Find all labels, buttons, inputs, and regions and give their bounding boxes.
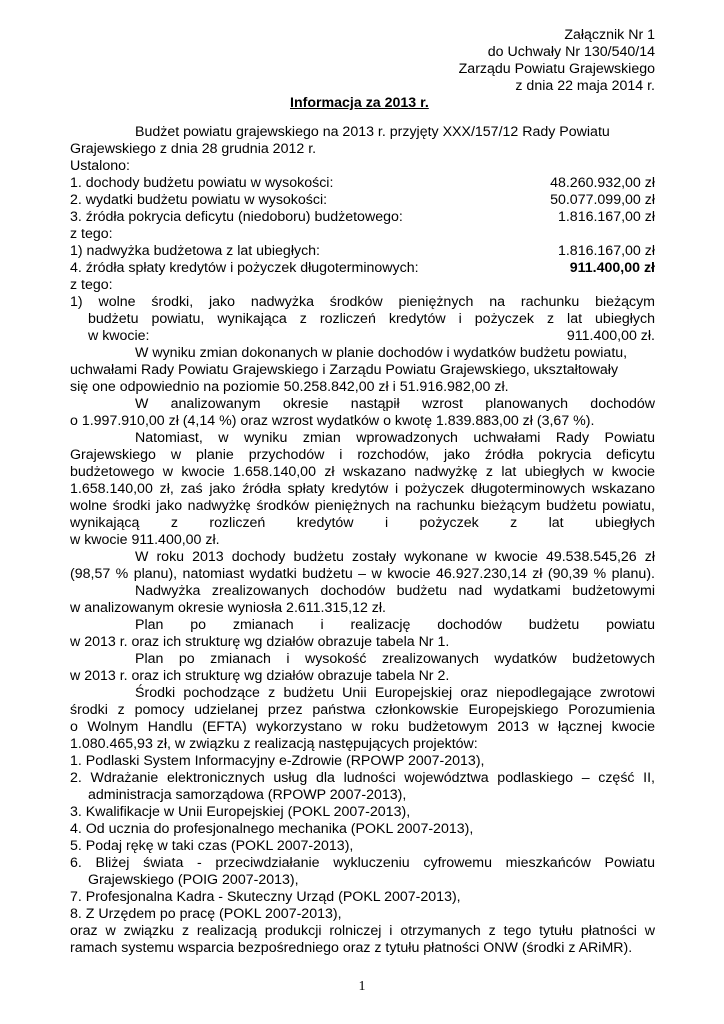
item-3-value: 1.816.167,00 zł <box>557 209 655 225</box>
body-line-21: Środki pochodzące z budżetu Unii Europejskiej oraz niepodlegające zwrotowi <box>135 685 655 701</box>
body-line-1: W wyniku zmian dokonanych w planie dochodów i wydatków budżetu powiatu, <box>135 345 628 361</box>
wolne-row-3 <box>88 328 655 345</box>
body-line-16: w analizowanym okresie wyniosła 2.611.315,12 zł. <box>70 600 386 616</box>
item-4-label: 4. źródła spłaty kredytów i pożyczek długoterminowych: <box>70 260 419 276</box>
intro-line-2: Grajewskiego z dnia 28 grudnia 2012 r. <box>70 141 317 157</box>
intro-line-1: Budżet powiatu grajewskiego na 2013 r. przyjęty XXX/157/12 Rady Powiatu <box>135 124 610 140</box>
wolne-value: 911.400,00 zł. <box>566 328 655 344</box>
item-1-value: 48.260.932,00 zł <box>550 175 655 191</box>
item-row-2 <box>70 192 655 209</box>
item-1-label: 1. dochody budżetu powiatu w wysokości: <box>70 175 334 191</box>
page-title <box>290 95 429 112</box>
body-line-19: Plan po zmianach i wysokość zrealizowanych wydatków budżetowych <box>135 651 655 667</box>
wolne-line-2: budżetu powiatu, wynikająca z rozliczeń kredytów i pożyczek z lat ubiegłych <box>88 311 655 327</box>
header-line-2: do Uchwały Nr 130/540/14 <box>487 44 655 60</box>
project-3: 3. Kwalifikacje w Unii Europejskiej (POKL 2007-2013), <box>70 804 411 820</box>
sub-item-1-value: 1.816.167,00 zł <box>557 243 655 259</box>
project-6-cont: Grajewskiego (POIG 2007-2013), <box>88 872 299 888</box>
body-line-22: środki z pomocy udzielanej przez państwa członkowskie Europejskiego Porozumienia <box>70 702 655 718</box>
z-tego-1: z tego: <box>70 226 113 242</box>
body-line-5: o 1.997.910,00 zł (4,14 %) oraz wzrost wydatków o kwotę 1.839.883,00 zł (3,67 %). <box>70 413 595 429</box>
closing-line-1: oraz w związku z realizacją produkcji rolniczej i otrzymanych z tego tytułu płatności w <box>70 923 655 939</box>
item-row-1 <box>70 175 655 192</box>
body-line-6: Natomiast, w wyniku zmian wprowadzonych uchwałami Rady Powiatu <box>135 430 655 446</box>
body-line-18: w 2013 r. oraz ich strukturę wg działów obrazuje tabela Nr 1. <box>70 634 450 650</box>
closing-line-2: ramach systemu wsparcia bezpośredniego oraz z tytułu płatności ONW (środki z ARiMR). <box>70 940 633 956</box>
project-2-cont: administracja samorządowa (RPOWP 2007-2013), <box>88 787 407 803</box>
body-line-10: wolne środki jako nadwyżkę środków pieniężnych na rachunku bieżącym budżetu powiatu, <box>70 498 655 514</box>
item-4-value: 911.400,00 zł <box>569 260 655 276</box>
body-line-13: W roku 2013 dochody budżetu zostały wykonane w kwocie 49.538.545,26 zł <box>135 549 655 565</box>
sub-item-1-label: 1) nadwyżka budżetowa z lat ubiegłych: <box>70 243 320 259</box>
wolne-line-1: 1) wolne środki, jako nadwyżka środków pieniężnych na rachunku bieżącym <box>70 294 655 310</box>
project-1: 1. Podlaski System Informacyjny e-Zdrowie (RPOWP 2007-2013), <box>70 753 485 769</box>
body-line-12: w kwocie 911.400,00 zł. <box>70 532 220 548</box>
body-line-24: 1.080.465,93 zł, w związku z realizacją następujących projektów: <box>70 736 478 752</box>
body-line-15: Nadwyżka zrealizowanych dochodów budżetu nad wydatkami budżetowymi <box>135 583 655 599</box>
header-line-4: z dnia 22 maja 2014 r. <box>515 78 655 94</box>
item-3-label: 3. źródła pokrycia deficytu (niedoboru) budżetowego: <box>70 209 403 225</box>
body-line-14: (98,57 % planu), natomiast wydatki budżetu – w kwocie 46.927.230,14 zł (90,39 % planu). <box>70 566 655 582</box>
body-line-2: uchwałami Rady Powiatu Grajewskiego i Zarządu Powiatu Grajewskiego, ukształtowały <box>70 362 619 378</box>
project-5: 5. Podaj rękę w taki czas (POKL 2007-2013), <box>70 838 354 854</box>
wolne-label: w kwocie: <box>88 328 150 344</box>
body-line-8: budżetowego w kwocie 1.658.140,00 zł wskazano nadwyżkę z lat ubiegłych w kwocie <box>70 464 655 480</box>
page-number: 1 <box>358 979 366 994</box>
body-line-9: 1.658.140,00 zł, zaś jako źródła spłaty kredytów i pożyczek długoterminowych wskazano <box>70 481 655 497</box>
project-2: 2. Wdrażanie elektronicznych usług dla ludności województwa podlaskiego – część II, <box>70 770 655 786</box>
project-7: 7. Profesjonalna Kadra - Skuteczny Urząd (POKL 2007-2013), <box>70 889 461 905</box>
item-2-label: 2. wydatki budżetu powiatu w wysokości: <box>70 192 328 208</box>
title-text: Informacja za 2013 r. <box>290 95 429 111</box>
header-line-1: Załącznik Nr 1 <box>564 27 655 43</box>
item-2-value: 50.077.099,00 zł <box>550 192 655 208</box>
item-row-3 <box>70 209 655 226</box>
body-line-3: się one odpowiednio na poziomie 50.258.842,00 zł i 51.916.982,00 zł. <box>70 379 509 395</box>
body-line-11: wynikającą z rozliczeń kredytów i pożyczek z lat ubiegłych <box>70 515 655 531</box>
z-tego-2: z tego: <box>70 277 113 293</box>
project-4: 4. Od ucznia do profesjonalnego mechanika (POKL 2007-2013), <box>70 821 474 837</box>
body-line-17: Plan po zmianach i realizację dochodów budżetu powiatu <box>135 617 655 633</box>
body-line-23: o Wolnym Handlu (EFTA) wykorzystano w roku budżetowym 2013 w łącznej kwocie <box>70 719 655 735</box>
sub-item-row-1 <box>70 243 655 260</box>
project-6: 6. Bliżej świata - przeciwdziałanie wykluczeniu cyfrowemu mieszkańców Powiatu <box>70 855 655 871</box>
item-row-4 <box>70 260 655 277</box>
intro-line-3: Ustalono: <box>70 158 130 174</box>
project-8: 8. Z Urzędem po pracę (POKL 2007-2013), <box>70 906 342 922</box>
body-line-4: W analizowanym okresie nastąpił wzrost planowanych dochodów <box>135 396 655 412</box>
header-line-3: Zarządu Powiatu Grajewskiego <box>458 61 655 77</box>
body-line-7: Grajewskiego w planie przychodów i rozchodów, jako źródła pokrycia deficytu <box>70 447 655 463</box>
body-line-20: w 2013 r. oraz ich strukturę wg działów obrazuje tabela Nr 2. <box>70 668 450 684</box>
